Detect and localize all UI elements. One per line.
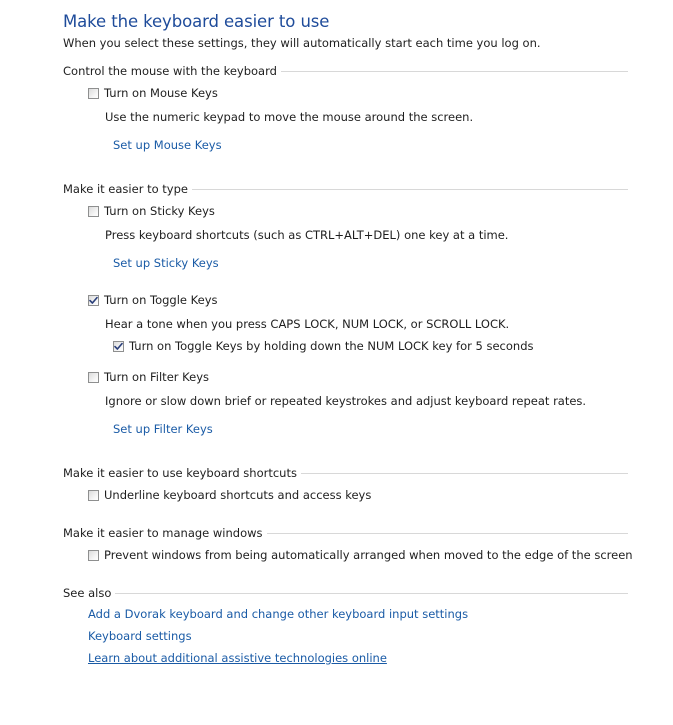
mouse-keys-option[interactable] xyxy=(88,85,218,101)
section-heading: Make it easier to manage windows xyxy=(63,526,263,540)
mouse-keys-label: Turn on Mouse Keys xyxy=(104,86,218,100)
toggle-keys-description: Hear a tone when you press CAPS LOCK, NUM LOCK, or SCROLL LOCK. xyxy=(105,317,510,331)
sticky-keys-description: Press keyboard shortcuts (such as CTRL+ALT+DEL) one key at a time. xyxy=(105,228,509,242)
page-subtitle: When you select these settings, they will automatically start each time you log on. xyxy=(63,36,541,50)
section-windows-header xyxy=(63,525,628,541)
filter-keys-checkbox[interactable] xyxy=(88,372,99,383)
section-see-also-header xyxy=(63,585,628,601)
keyboard-settings-link[interactable]: Keyboard settings xyxy=(88,629,192,643)
prevent-arrange-option[interactable] xyxy=(88,547,633,563)
checkmark-icon xyxy=(89,296,98,305)
underline-shortcuts-option[interactable] xyxy=(88,487,371,503)
toggle-keys-option[interactable] xyxy=(88,292,218,308)
section-heading: Control the mouse with the keyboard xyxy=(63,64,277,78)
sticky-keys-checkbox[interactable] xyxy=(88,206,99,217)
filter-keys-description: Ignore or slow down brief or repeated keystrokes and adjust keyboard repeat rates. xyxy=(105,394,587,408)
dvorak-keyboard-link[interactable]: Add a Dvorak keyboard and change other keyboard input settings xyxy=(88,607,469,621)
section-mouse-header xyxy=(63,63,628,79)
filter-keys-option[interactable] xyxy=(88,369,209,385)
setup-sticky-keys-link[interactable]: Set up Sticky Keys xyxy=(113,256,219,270)
toggle-keys-hold-option[interactable] xyxy=(113,338,533,354)
toggle-keys-label: Turn on Toggle Keys xyxy=(104,293,218,307)
prevent-arrange-checkbox[interactable] xyxy=(88,550,99,561)
setup-filter-keys-link[interactable]: Set up Filter Keys xyxy=(113,422,213,436)
underline-shortcuts-checkbox[interactable] xyxy=(88,490,99,501)
toggle-keys-hold-label: Turn on Toggle Keys by holding down the NUM LOCK key for 5 seconds xyxy=(129,339,534,353)
toggle-keys-hold-checkbox[interactable] xyxy=(113,341,124,352)
section-heading: Make it easier to type xyxy=(63,182,188,196)
sticky-keys-label: Turn on Sticky Keys xyxy=(104,204,215,218)
underline-shortcuts-label: Underline keyboard shortcuts and access keys xyxy=(104,488,372,502)
sticky-keys-option[interactable] xyxy=(88,203,215,219)
section-divider xyxy=(267,533,628,534)
section-divider xyxy=(115,593,628,594)
section-divider xyxy=(301,473,628,474)
assistive-technologies-link[interactable]: Learn about additional assistive technologies online xyxy=(88,651,387,665)
toggle-keys-checkbox[interactable] xyxy=(88,295,99,306)
section-heading: Make it easier to use keyboard shortcuts xyxy=(63,466,297,480)
setup-mouse-keys-link[interactable]: Set up Mouse Keys xyxy=(113,138,222,152)
section-shortcuts-header xyxy=(63,465,628,481)
section-typing-header xyxy=(63,181,628,197)
section-divider xyxy=(281,71,628,72)
mouse-keys-checkbox[interactable] xyxy=(88,88,99,99)
page-title: Make the keyboard easier to use xyxy=(63,12,330,31)
filter-keys-label: Turn on Filter Keys xyxy=(104,370,209,384)
prevent-arrange-label: Prevent windows from being automatically arranged when moved to the edge of the screen xyxy=(104,548,633,562)
section-divider xyxy=(192,189,628,190)
mouse-keys-description: Use the numeric keypad to move the mouse around the screen. xyxy=(105,110,474,124)
checkmark-icon xyxy=(114,342,123,351)
section-heading: See also xyxy=(63,586,112,600)
